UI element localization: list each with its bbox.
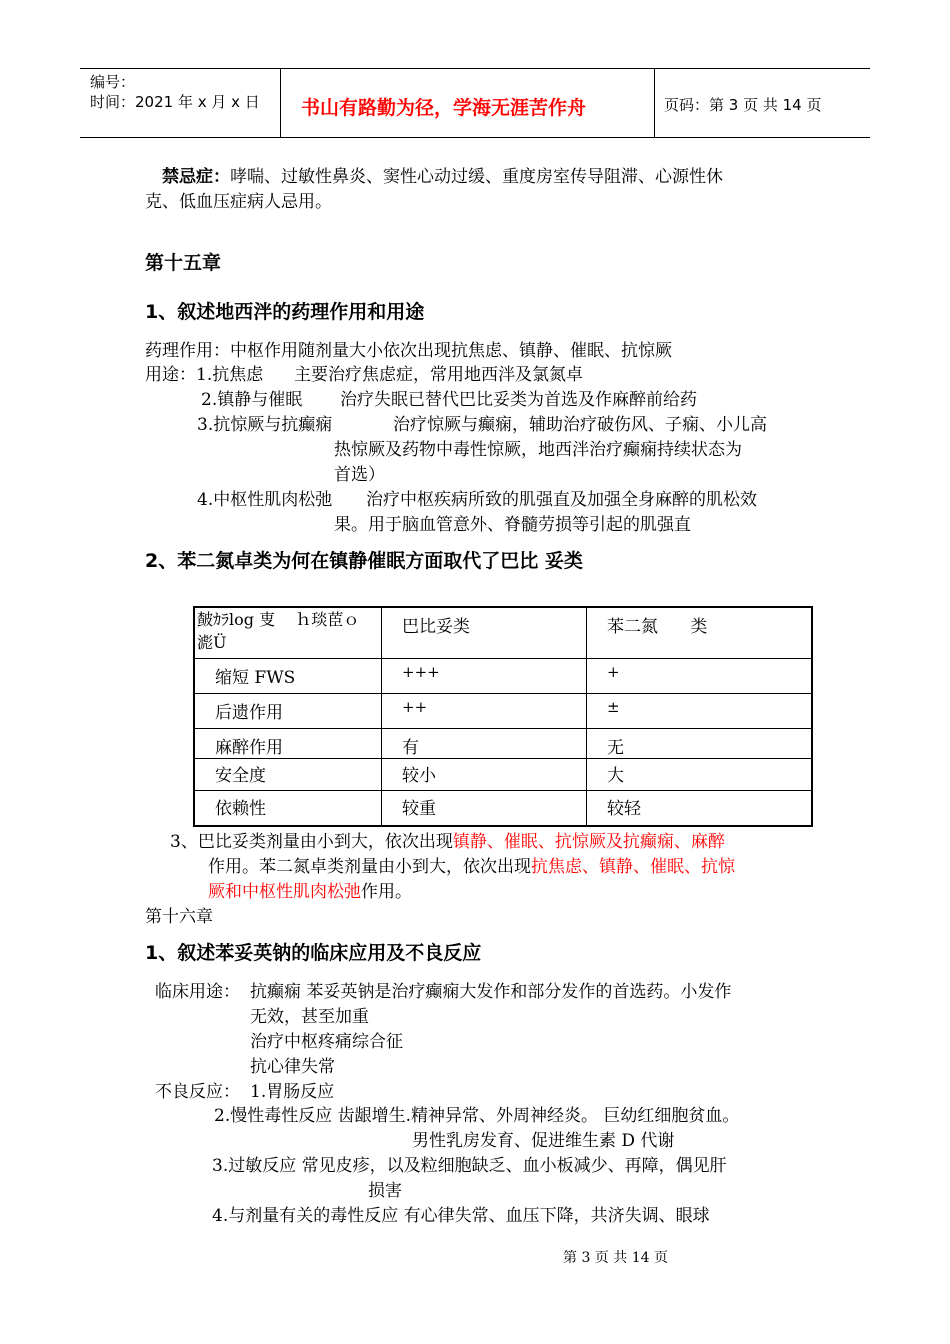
header-motto: 书山有路勤为径，学海无涯苦作舟	[301, 97, 587, 119]
table-cell: +++	[382, 658, 587, 693]
header-divider	[654, 69, 655, 137]
pharmacology-text: 药理作用：中枢作用随剂量大小依次出现抗焦虑、镇静、催眠、抗惊厥	[145, 341, 672, 361]
table-cell: +	[587, 658, 813, 693]
table-cell: 缩短 FWS	[194, 658, 382, 693]
header-code: 编号：	[90, 73, 136, 91]
contraindication-label: 禁忌症：	[162, 167, 230, 187]
usage-item-name: 4.中枢性肌肉松弛	[197, 490, 333, 510]
table-header-cell: 苯二氮 类	[587, 607, 813, 658]
adverse-line: 1.胃肠反应	[250, 1082, 335, 1102]
adverse-line: 4.与剂量有关的毒性反应 有心律失常、血压下降，共济失调、眼球	[212, 1206, 710, 1226]
clinical-line: 无效，甚至加重	[250, 1007, 369, 1027]
question-2-title: 2、苯二氮卓类为何在镇静催眠方面取代了巴比 妥类	[145, 550, 583, 572]
usage-item-desc: 热惊厥及药物中毒性惊厥，地西泮治疗癫痫持续状态为	[334, 440, 742, 460]
question-3-text: 作用。	[361, 882, 412, 902]
usage-item-name: 1.抗焦虑	[196, 365, 264, 385]
table-cell: 后遗作用	[194, 693, 382, 728]
table-row	[194, 728, 812, 758]
page-header	[80, 68, 870, 138]
table-cell: 依赖性	[194, 790, 382, 826]
table-cell: ±	[587, 693, 813, 728]
header-divider	[280, 69, 281, 137]
question-3-line-2	[208, 852, 735, 877]
question-3-highlight: 厥和中枢性肌肉松弛	[208, 882, 361, 902]
table-header-cell: 巴比妥类	[382, 607, 587, 658]
table-cell: 较重	[382, 790, 587, 826]
adverse-line: 男性乳房发育、促进维生素 D 代谢	[412, 1131, 675, 1151]
usage-item-name: 3.抗惊厥与抗癫痫	[197, 415, 333, 435]
question-1-title: 1、叙述地西泮的药理作用和用途	[145, 301, 425, 323]
question-3-highlight: 镇静、催眠、抗惊厥及抗癫痫、麻醉	[452, 832, 725, 852]
contraindication-text-cont: 克、低血压症病人忌用。	[145, 192, 332, 212]
usage-item-name: 2.镇静与催眠	[201, 390, 303, 410]
clinical-line: 抗癫痫 苯妥英钠是治疗癫痫大发作和部分发作的首选药。小发作	[250, 982, 732, 1002]
table-row	[194, 790, 812, 826]
table-cell: 麻醉作用	[194, 728, 382, 758]
chapter-15-title: 第十五章	[145, 252, 222, 274]
usage-line-1	[145, 360, 263, 385]
usage-item-desc: 主要治疗焦虑症，常用地西泮及氯氮卓	[294, 365, 583, 385]
chapter-16-title: 第十六章	[145, 907, 213, 927]
table-cell: 有	[382, 728, 587, 758]
adverse-line: 损害	[368, 1181, 402, 1201]
page-footer: 第 3 页 共 14 页	[563, 1250, 668, 1266]
table-row	[194, 658, 812, 693]
clinical-label: 临床用途：	[155, 982, 240, 1002]
table-header-cell: 皶ｶﾗlog 叓 ｈ琰茞ｏ 滮Ü	[194, 607, 382, 658]
table-cell: 较小	[382, 758, 587, 790]
contraindication-line	[162, 162, 723, 187]
adverse-label: 不良反应：	[155, 1082, 240, 1102]
question-3-line-1	[170, 827, 725, 852]
usage-item-desc: 治疗失眠已替代巴比妥类为首选及作麻醉前给药	[340, 390, 697, 410]
adverse-line: 2.慢性毒性反应 齿龈增生.精神异常、外周神经炎。 巨幼红细胞贫血。	[214, 1106, 740, 1126]
usage-item-desc: 果。用于脑血管意外、脊髓劳损等引起的肌强直	[334, 515, 691, 535]
contraindication-text: 哮喘、过敏性鼻炎、窦性心动过缓、重度房室传导阻滞、心源性休	[230, 167, 723, 187]
table-cell: 安全度	[194, 758, 382, 790]
header-page-number: 页码：第 3 页 共 14 页	[664, 96, 822, 114]
table-cell: 无	[587, 728, 813, 758]
table-row	[194, 693, 812, 728]
table-cell: 大	[587, 758, 813, 790]
table-cell: ++	[382, 693, 587, 728]
question-1-title: 1、叙述苯妥英钠的临床应用及不良反应	[145, 942, 482, 964]
question-3-text: 作用。苯二氮卓类剂量由小到大，依次出现	[208, 857, 531, 877]
clinical-line: 抗心律失常	[250, 1057, 335, 1077]
question-3-highlight: 抗焦虑、镇静、催眠、抗惊	[531, 857, 735, 877]
question-3-line-3	[208, 877, 412, 902]
table-header-row	[194, 607, 812, 658]
table-cell: 较轻	[587, 790, 813, 826]
usage-item-desc: 治疗中枢疾病所致的肌强直及加强全身麻醉的肌松效	[366, 490, 757, 510]
usage-label: 用途：	[145, 365, 196, 385]
clinical-line: 治疗中枢疼痛综合征	[250, 1032, 403, 1052]
table-row	[194, 758, 812, 790]
usage-item-desc: 治疗惊厥与癫痫，辅助治疗破伤风、子痫、小儿高	[393, 415, 767, 435]
comparison-table	[193, 606, 813, 827]
header-time: 时间：2021 年 x 月 x 日	[90, 93, 260, 111]
usage-item-desc: 首选）	[334, 465, 385, 485]
question-3-text: 3、巴比妥类剂量由小到大，依次出现	[170, 832, 453, 852]
adverse-line: 3.过敏反应 常见皮疹，以及粒细胞缺乏、血小板减少、再障，偶见肝	[212, 1156, 727, 1176]
